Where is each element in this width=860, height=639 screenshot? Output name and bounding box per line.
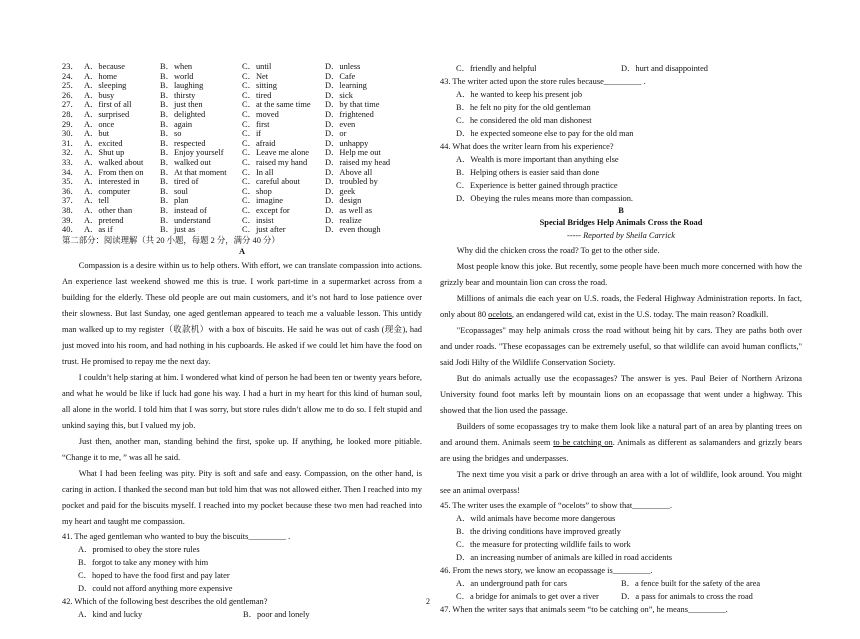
question-46: 46. From the news story, we know an ecopassage is_________. xyxy=(440,566,653,575)
cloze-option-row xyxy=(62,139,422,149)
cloze-option-row xyxy=(62,62,422,72)
q44-option-a: A．Wealth is more important than anything else xyxy=(456,155,619,164)
option-c: C．until xyxy=(242,62,272,71)
cloze-option-row xyxy=(62,158,422,168)
passage-b-title: Special Bridges Help Animals Cross the Road xyxy=(539,218,703,227)
option-b: B．soul xyxy=(160,186,188,196)
passage-a-para-4: What I had been feeling was pity. Pity is soft and safe and easy. Compassion, on the other hand, is caring in action. I thanked the second man but told him that was not allowed either. Then I reached into my pocket and paid for the biscuits myself. I reached into my pocket because these two men had reached into my heart and taught me compassion. xyxy=(62,468,422,526)
q46-option-d: D．a pass for animals to cross the road xyxy=(621,592,753,601)
question-number: 35． xyxy=(62,177,79,187)
option-a: A．tell xyxy=(84,196,110,206)
q44-option-c: C．Experience is better gained through practice xyxy=(456,181,618,190)
option-c: C．first xyxy=(242,119,270,129)
option-a: A．busy xyxy=(84,90,115,100)
passage-b-para-6 xyxy=(440,419,802,467)
option-d: D．Help me out xyxy=(325,148,381,158)
passage-b-para-1: Why did the chicken cross the road? To get to the other side. xyxy=(456,246,660,255)
question-number: 36． xyxy=(62,186,79,196)
option-d: D．even though xyxy=(325,225,381,235)
option-c: C．In all xyxy=(242,167,274,177)
cloze-option-row xyxy=(62,72,422,82)
page-number: 2 xyxy=(426,597,430,606)
passage-a-para-3: Just then, another man, standing behind the first, spoke up. If anything, he looked more pitiable. “Change it to me, ” was all he said. xyxy=(62,436,422,462)
question-number: 32． xyxy=(62,148,79,158)
p3-text-after: , an endangered wild cat, exist in the U.S. today. The main reason? Roadkill. xyxy=(511,310,769,319)
q45-option-b: B．the driving conditions have improved greatly xyxy=(456,527,621,536)
q42-option-d: D．hurt and disappointed xyxy=(621,64,708,73)
q43-option-b: B．he felt no pity for the old gentleman xyxy=(456,103,591,112)
cloze-option-row xyxy=(62,129,422,139)
catching-on-underlined: to be catching on xyxy=(553,438,613,447)
question-number: 39． xyxy=(62,215,79,225)
cloze-option-row xyxy=(62,91,422,101)
question-number: 24． xyxy=(62,71,79,81)
question-number: 38． xyxy=(62,205,79,215)
option-c: C．shop xyxy=(242,186,272,196)
passage-b-byline: ----- Reported by Sheila Carrick xyxy=(567,231,675,240)
option-d: D．unless xyxy=(325,62,361,71)
cloze-option-row xyxy=(62,100,422,110)
option-b: B．just then xyxy=(160,100,203,110)
option-a: A．Shut up xyxy=(84,148,125,158)
p6-text-after: . Animals as different as salamanders and grizzly bears are using the bridges and underpasses. xyxy=(440,438,802,463)
cloze-options-table xyxy=(62,62,422,235)
p6-text-before: Builders of some ecopassages try to make them look like a natural part of an area by planting trees on and around them. Animals seem xyxy=(440,422,802,447)
left-column xyxy=(62,62,422,621)
cloze-option-row xyxy=(62,196,422,206)
q42-option-b: B．poor and lonely xyxy=(243,609,310,619)
q41-option-b: B．forgot to take any money with him xyxy=(78,557,209,567)
option-c: C．just after xyxy=(242,225,286,235)
option-c: C．if xyxy=(242,129,262,139)
option-a: A．because xyxy=(84,62,125,71)
section2-heading: 第二部分：阅读理解（共 20 小题，每题 2 分，满分 40 分） xyxy=(62,235,280,245)
option-c: C．imagine xyxy=(242,196,283,206)
q41-option-a: A．promised to obey the store rules xyxy=(78,544,200,554)
cloze-option-row xyxy=(62,177,422,187)
option-c: C．moved xyxy=(242,109,279,119)
option-c: C．sitting xyxy=(242,81,277,91)
ocelots-underlined: ocelots xyxy=(488,310,512,319)
q45-option-a: A．wild animals have become more dangerous xyxy=(456,514,616,523)
option-c: C．raised my hand xyxy=(242,157,308,167)
passage-b-para-4: "Ecopassages" may help animals cross the road without being hit by cars. They are paths both over and under roads. "These ecopassages can be extremely useful, so that wildlife can avoid human conflicts," said Jodi Hilty of the Wildlife Conservation Society. xyxy=(440,326,802,367)
cloze-option-row xyxy=(62,168,422,178)
option-b: B．world xyxy=(160,71,194,81)
option-b: B．laughing xyxy=(160,81,204,91)
question-42: 42. Which of the following best describes the old gentleman? xyxy=(62,596,268,606)
question-number: 23． xyxy=(62,62,79,71)
question-number: 37． xyxy=(62,196,79,206)
q41-option-c: C．hoped to have the food first and pay later xyxy=(78,570,230,580)
option-d: D．by that time xyxy=(325,100,380,110)
option-a: A．computer xyxy=(84,186,131,196)
question-number: 40． xyxy=(62,225,79,235)
passage-a-para-1: Compassion is a desire within us to help others. With effort, we can translate compassion into actions. An experience last weekend showed me this is true. I work part-time in a supermarket across from a building for the elderly. These old people are out main customers, and it’s not hard to lose patience over their slowness. But last Sunday, one aged gentleman appeared to teach me a valuable lesson. This untidy man walked up to my register（收款机）with a box of biscuits. He said he was out of cash (现金), had just moved into his room, and had nothing in his cupboards. He asked if we could let him have the food on trust. He promised to repay me the next day. xyxy=(62,260,422,366)
option-d: D．learning xyxy=(325,81,367,91)
option-a: A．other than xyxy=(84,205,133,215)
question-number: 25． xyxy=(62,81,79,91)
option-c: C．insist xyxy=(242,215,274,225)
option-b: B．so xyxy=(160,129,182,139)
option-d: D．even xyxy=(325,119,356,129)
q43-option-d: D．he expected someone else to pay for the old man xyxy=(456,129,634,138)
option-b: B．understand xyxy=(160,215,211,225)
q42-options-row-2 xyxy=(440,62,802,75)
right-column xyxy=(440,62,802,616)
option-d: D．raised my head xyxy=(325,157,391,167)
question-number: 27． xyxy=(62,100,79,110)
passage-a-para-2: I couldn’t help staring at him. I wondered what kind of person he had been ten or twenty years before, and what he would be like if luck had gone his way. I had a hurt in my heart for this kind of human soul, all alone in the world. I told him that I was sorry, but store rules didn’t allow me to do so. I felt stupid and unkind saying this, but I valued my job. xyxy=(62,372,422,430)
option-b: B．Enjoy yourself xyxy=(160,148,224,158)
option-d: D．as well as xyxy=(325,205,372,215)
p3-text-before: Millions of animals die each year on U.S. roads, the Federal Highway Administration reports. In fact, only about 80 xyxy=(440,294,802,319)
question-number: 28． xyxy=(62,109,79,119)
option-a: A．interested in xyxy=(84,177,140,187)
q43-option-c: C．he considered the old man dishonest xyxy=(456,116,592,125)
q46-option-a: A．an underground path for cars xyxy=(456,579,568,588)
option-b: B．delighted xyxy=(160,109,206,119)
question-45: 45. The writer uses the example of “ocelots” to show that_________. xyxy=(440,501,672,510)
option-d: D．sick xyxy=(325,90,353,100)
option-b: B．when xyxy=(160,62,193,71)
question-44: 44. What does the writer learn from his experience? xyxy=(440,142,614,151)
option-b: B．just as xyxy=(160,225,196,235)
option-a: A．first of all xyxy=(84,100,132,110)
question-number: 26． xyxy=(62,90,79,100)
option-b: B．again xyxy=(160,119,193,129)
option-b: B．At that moment xyxy=(160,167,227,177)
question-number: 34． xyxy=(62,167,79,177)
option-d: D．troubled by xyxy=(325,177,378,187)
option-c: C．afraid xyxy=(242,138,276,148)
option-d: D．Cafe xyxy=(325,71,356,81)
option-d: D．Above all xyxy=(325,167,373,177)
option-b: B．respected xyxy=(160,138,206,148)
cloze-option-row xyxy=(62,206,422,216)
cloze-option-row xyxy=(62,187,422,197)
q46-option-b: B．a fence built for the safety of the area xyxy=(621,579,761,588)
option-b: B．instead of xyxy=(160,205,207,215)
option-a: A．pretend xyxy=(84,215,124,225)
option-c: C．except for xyxy=(242,205,290,215)
option-a: A．as if xyxy=(84,225,113,235)
option-c: C．tired xyxy=(242,90,272,100)
q42-option-a: A．kind and lucky xyxy=(78,609,143,619)
option-c: C．Net xyxy=(242,71,269,81)
cloze-option-row xyxy=(62,81,422,91)
question-number: 29． xyxy=(62,119,79,129)
option-b: B．thirsty xyxy=(160,90,196,100)
cloze-option-row xyxy=(62,216,422,226)
option-b: B．plan xyxy=(160,196,189,206)
q45-option-d: D．an increasing number of animals are killed in road accidents xyxy=(456,553,673,562)
passage-b-para-3 xyxy=(440,291,802,323)
q46-options-row-2 xyxy=(440,590,802,603)
q44-option-d: D．Obeying the rules means more than compassion. xyxy=(456,194,633,203)
q42-option-c: C．friendly and helpful xyxy=(456,64,537,73)
option-c: C．careful about xyxy=(242,177,300,187)
q45-option-c: C．the measure for protecting wildlife fails to work xyxy=(456,540,631,549)
option-a: A．but xyxy=(84,129,110,139)
q44-option-b: B．Helping others is easier said than done xyxy=(456,168,600,177)
cloze-option-row xyxy=(62,120,422,130)
question-41: 41. The aged gentleman who wanted to buy the biscuits_________ . xyxy=(62,531,291,541)
option-d: D．geek xyxy=(325,186,356,196)
cloze-option-row xyxy=(62,110,422,120)
q43-option-a: A．he wanted to keep his present job xyxy=(456,90,583,99)
question-47: 47. When the writer says that animals seem “to be catching on”, he means_________. xyxy=(440,605,728,614)
option-a: A．From then on xyxy=(84,167,144,177)
passage-b-para-5: But do animals actually use the ecopassages? The answer is yes. Paul Beier of Northern Arizona University found foot marks left by mountain lions on an ecopassage that went under a highway. This showed that the lion used the passage. xyxy=(440,374,802,415)
question-number: 31． xyxy=(62,138,79,148)
option-a: A．surprised xyxy=(84,109,130,119)
option-d: D．frightened xyxy=(325,109,374,119)
passage-b-para-2: Most people know this joke. But recently, some people have been much more concerned with how the grizzly bear and mountain lion can cross the road. xyxy=(440,262,802,287)
option-b: B．walked out xyxy=(160,157,211,167)
option-c: C．at the same time xyxy=(242,100,311,110)
option-a: A．once xyxy=(84,119,115,129)
option-b: B．tired of xyxy=(160,177,199,187)
option-a: A．excited xyxy=(84,138,123,148)
q42-options-row-1 xyxy=(62,608,422,621)
q41-option-d: D．could not afford anything more expensive xyxy=(78,583,233,593)
option-d: D．realize xyxy=(325,215,362,225)
passage-b-para-7: The next time you visit a park or drive through an area with a lot of wildlife, look around. You might see an animal overpass! xyxy=(440,470,802,495)
cloze-option-row xyxy=(62,225,422,235)
option-a: A．home xyxy=(84,71,118,81)
option-a: A．sleeping xyxy=(84,81,127,91)
passage-b-label: B xyxy=(618,206,624,215)
question-43: 43. The writer acted upon the store rules because_________ . xyxy=(440,77,646,86)
option-d: D．design xyxy=(325,196,362,206)
option-d: D．unhappy xyxy=(325,138,369,148)
q46-option-c: C．a bridge for animals to get over a river xyxy=(456,592,599,601)
cloze-option-row xyxy=(62,148,422,158)
option-c: C．Leave me alone xyxy=(242,148,309,158)
q46-options-row-1 xyxy=(440,577,802,590)
question-number: 30． xyxy=(62,129,79,139)
option-d: D．or xyxy=(325,129,347,139)
option-a: A．walked about xyxy=(84,157,144,167)
question-number: 33． xyxy=(62,157,79,167)
passage-a-label: A xyxy=(238,246,246,256)
